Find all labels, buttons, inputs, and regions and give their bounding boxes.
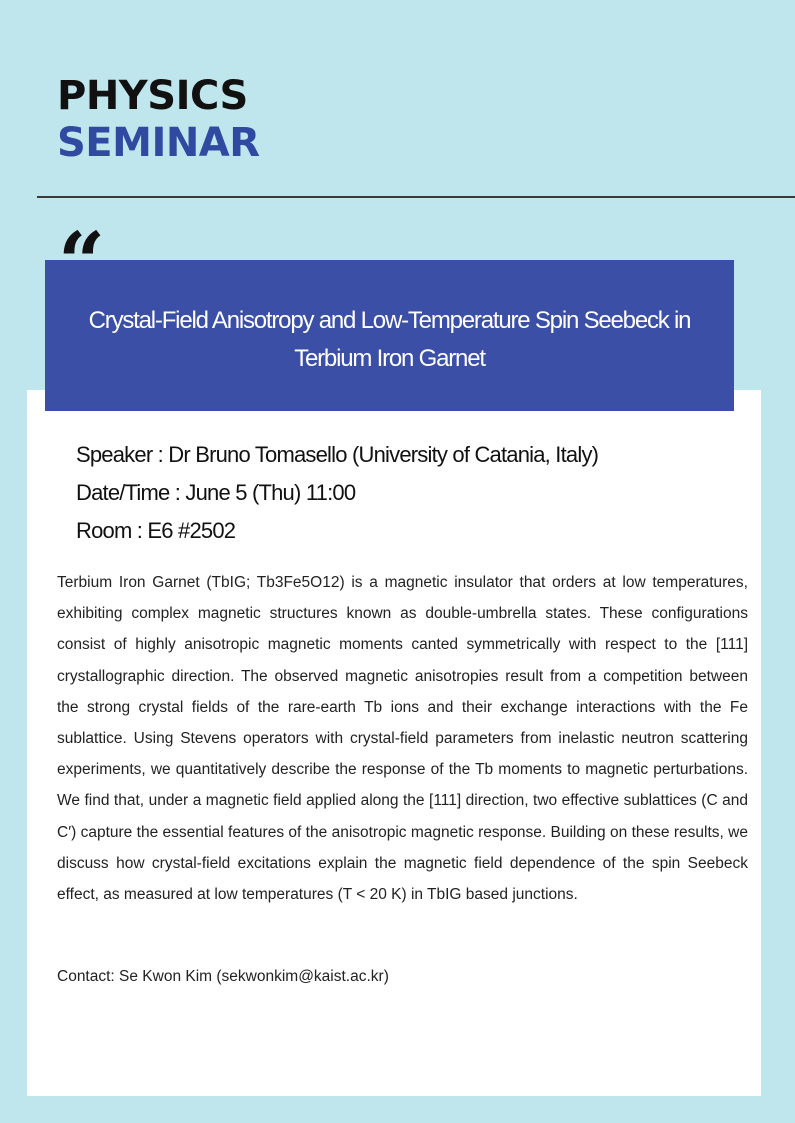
contact-line[interactable]: Contact: Se Kwon Kim (sekwonkim@kaist.ac.kr) <box>57 968 389 985</box>
brand-physics: PHYSICS <box>57 73 248 119</box>
brand-seminar: SEMINAR <box>57 120 260 166</box>
header-divider <box>37 196 795 198</box>
room-line: Room : E6 #2502 <box>76 518 236 543</box>
abstract-text: Terbium Iron Garnet (TbIG; Tb3Fe5O12) is a magnetic insulator that orders at low temperatures, exhibiting complex magnetic structures known as double-umbrella states. These configurations consist of highly anisotropic magnetic moments canted symmetrically with respect to the [111] crystallographic direction. The observed magnetic anisotropies result from a competition between the strong crystal fields of the rare-earth Tb ions and their exchange interactions with the Fe sublattice. Using Stevens operators with crystal-field parameters from inelastic neutron scattering experiments, we quantitatively describe the response of the Tb moments to magnetic perturbations. We find that, under a magnetic field applied along the [111] direction, two effective sublattices (C and C′) capture the essential features of the anisotropic magnetic response. Building on these results, we discuss how crystal-field excitations explain the magnetic field dependence of the spin Seebeck effect, as measured at low temperatures (T < 20 K) in TbIG based junctions. <box>57 574 748 904</box>
talk-details <box>76 436 598 550</box>
speaker-line: Speaker : Dr Bruno Tomasello (University of Catania, Italy) <box>76 442 599 467</box>
datetime-line: Date/Time : June 5 (Thu) 11:00 <box>76 480 356 505</box>
quote-mark-icon: “ <box>58 215 106 311</box>
seminar-brand <box>57 73 260 166</box>
title-banner <box>45 260 734 411</box>
talk-title: Crystal-Field Anisotropy and Low-Temperature Spin Seebeck in Terbium Iron Garnet <box>88 306 691 372</box>
